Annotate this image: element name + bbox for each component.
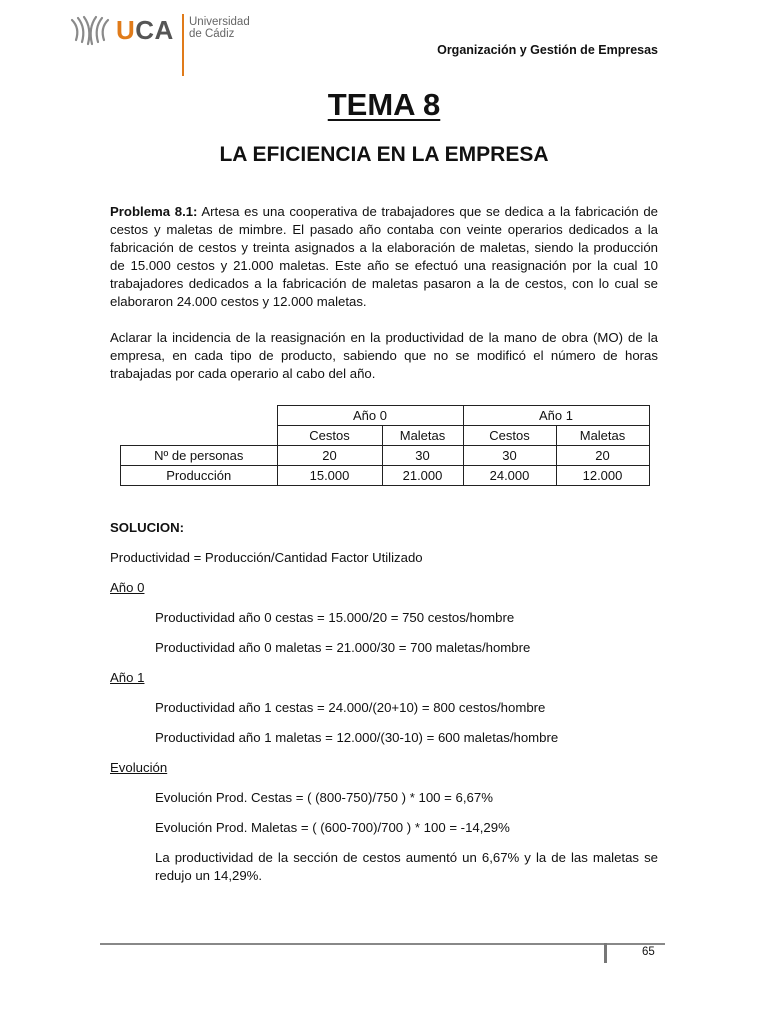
footer-tick: [604, 943, 607, 963]
problem-question: Aclarar la incidencia de la reasignación en la productividad de la mano de obra (MO) de la empresa, en cada tipo de producto, sabiendo que no se modificó el número de horas trabajadas por cada operario al cabo del año.: [110, 330, 658, 381]
year-1-heading: Año 1: [110, 670, 145, 685]
table-cell: 30: [382, 446, 463, 466]
logo-u: U: [116, 15, 136, 45]
subheader-cestos-0: Cestos: [277, 426, 382, 446]
page-number: 65: [642, 946, 655, 958]
problem-label: Problema 8.1:: [110, 204, 198, 219]
year-1-cestas: Productividad año 1 cestas = 24.000/(20+10) = 800 cestos/hombre: [155, 700, 546, 715]
uca-logo: [68, 12, 174, 76]
table-corner: [121, 406, 278, 426]
table-cell: 20: [556, 446, 649, 466]
evolution-heading: Evolución: [110, 760, 168, 775]
table-cell: 24.000: [463, 466, 556, 486]
year-0-heading: Año 0: [110, 580, 145, 595]
university-line-1: Universidad: [189, 16, 250, 28]
university-line-2: de Cádiz: [189, 28, 235, 40]
table-corner-2: [121, 426, 278, 446]
solution-heading: SOLUCION:: [110, 520, 184, 535]
year-0-cestas: Productividad año 0 cestas = 15.000/20 = 750 cestos/hombre: [155, 610, 515, 625]
page-title: [0, 87, 768, 123]
footer-divider: [100, 943, 665, 945]
year-0-maletas: Productividad año 0 maletas = 21.000/30 = 700 maletas/hombre: [155, 640, 531, 655]
year-1-maletas: Productividad año 1 maletas = 12.000/(30-10) = 600 maletas/hombre: [155, 730, 559, 745]
row-label: Producción: [121, 466, 278, 486]
header-year-0: Año 0: [277, 406, 463, 426]
conclusion-text: La productividad de la sección de cestos aumentó un 6,67% y la de las maletas se redujo un 14,29%.: [155, 850, 658, 883]
evolution-maletas: Evolución Prod. Maletas = ( (600-700)/700 ) * 100 = -14,29%: [155, 820, 510, 835]
subheader-cestos-1: Cestos: [463, 426, 556, 446]
problem-statement: [110, 203, 658, 311]
table-cell: 15.000: [277, 466, 382, 486]
logo-wordmark: [116, 12, 174, 48]
page-title-text: TEMA 8: [327, 87, 441, 122]
table-header-row: [121, 406, 650, 426]
problem-text: Artesa es una cooperativa de trabajadores que se dedica a la fabricación de cestos y maletas de mimbre. El pasado año contaba con veinte operarios dedicados a la fabricación de cestos y treinta asignados a la elaboración de maletas, siendo la producción de 15.000 cestos y 21.000 maletas. Este año se efectuó una reasignación por la cual 10 trabajadores dedicados a la fabricación de maletas pasaron a la de cestos, con lo cual se elaboraron 24.000 cestos y 12.000 maletas.: [110, 204, 658, 309]
course-title: Organización y Gestión de Empresas: [437, 43, 658, 57]
logo-divider: [182, 14, 184, 76]
table-cell: 21.000: [382, 466, 463, 486]
table-subheader-row: [121, 426, 650, 446]
header-year-1: Año 1: [463, 406, 649, 426]
logo-ca: CA: [135, 15, 174, 45]
table-cell: 12.000: [556, 466, 649, 486]
row-label: Nº de personas: [121, 446, 278, 466]
table-cell: 30: [463, 446, 556, 466]
page-subtitle: LA EFICIENCIA EN LA EMPRESA: [219, 143, 549, 166]
table-row: [121, 446, 650, 466]
university-name: [189, 16, 250, 40]
subheader-maletas-0: Maletas: [382, 426, 463, 446]
table-row: [121, 466, 650, 486]
productivity-formula: Productividad = Producción/Cantidad Factor Utilizado: [110, 550, 423, 565]
data-table: [120, 405, 650, 486]
university-emblem-icon: [68, 14, 112, 50]
table-cell: 20: [277, 446, 382, 466]
subheader-maletas-1: Maletas: [556, 426, 649, 446]
evolution-cestas: Evolución Prod. Cestas = ( (800-750)/750 ) * 100 = 6,67%: [155, 790, 493, 805]
